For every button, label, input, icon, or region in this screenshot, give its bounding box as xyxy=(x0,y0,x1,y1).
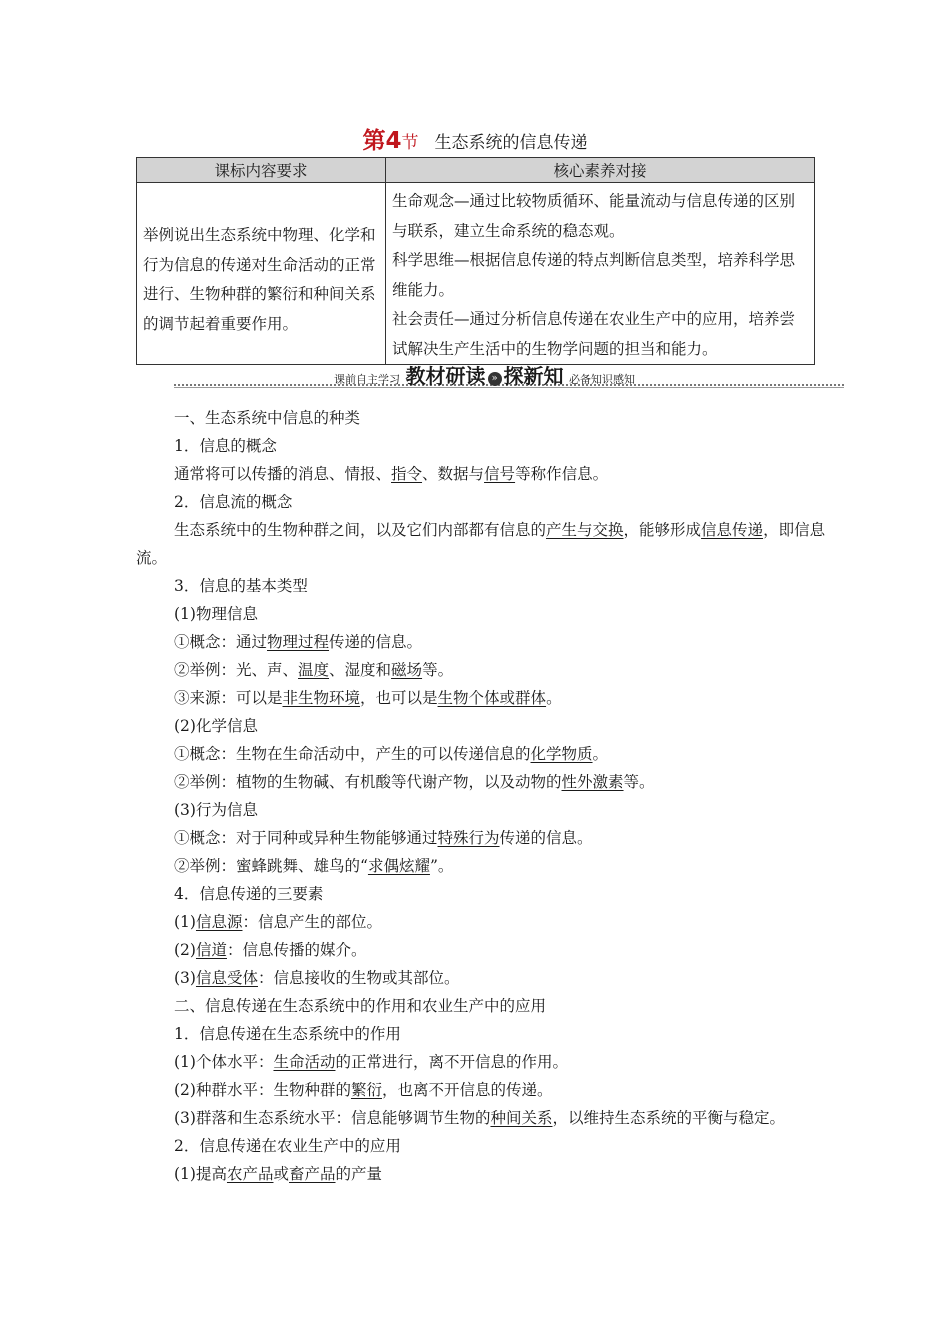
text-run: 等称作信息。 xyxy=(515,465,609,483)
body-content xyxy=(136,404,826,1188)
arrow-icon: » xyxy=(488,372,502,386)
key-term: 特殊行为 xyxy=(437,829,500,847)
key-term: 指令 xyxy=(391,465,423,483)
text-run: 。 xyxy=(592,745,609,763)
text-line xyxy=(136,600,826,628)
text-line xyxy=(136,768,826,796)
text-run: ③来源：可以是 xyxy=(174,689,283,707)
text-run: ”。 xyxy=(429,857,454,875)
key-term: 非生物环境 xyxy=(282,689,361,707)
text-line xyxy=(136,1132,826,1160)
key-term: 种间关系 xyxy=(490,1109,553,1127)
text-line xyxy=(136,1048,826,1076)
text-run: (1) xyxy=(174,913,196,931)
text-run: 的正常进行，离不开信息的作用。 xyxy=(335,1053,568,1071)
text-line xyxy=(136,488,826,516)
section-title xyxy=(0,122,950,155)
banner-title-1: 教材研读 xyxy=(405,364,486,388)
text-run: 2．信息传递在农业生产中的应用 xyxy=(174,1137,401,1155)
text-line xyxy=(136,908,826,936)
key-term: 化学物质 xyxy=(530,745,593,763)
literacy-cell xyxy=(386,183,815,365)
text-run: 1．信息的概念 xyxy=(174,437,277,455)
key-term: 畜产品 xyxy=(289,1165,336,1183)
text-line xyxy=(136,684,826,712)
text-run: (3)行为信息 xyxy=(174,801,258,819)
text-run: 一、生态系统中信息的种类 xyxy=(174,409,361,427)
banner-post: 必备知识感知 xyxy=(569,373,635,386)
key-term: 信道 xyxy=(195,941,227,959)
text-run: (2)种群水平：生物种群的 xyxy=(174,1081,351,1099)
text-run: ，以维持生态系统的平衡与稳定。 xyxy=(552,1109,785,1127)
text-line xyxy=(136,712,826,740)
text-line xyxy=(136,796,826,824)
key-term: 信息源 xyxy=(195,913,243,931)
literacy-item: 生命观念—通过比较物质循环、能量流动与信息传递的区别与联系，建立生命系统的稳态观。 xyxy=(392,192,796,240)
text-run: 通常将可以传播的消息、情报、 xyxy=(174,465,392,483)
text-run: 。 xyxy=(546,689,562,707)
text-run: ，即信息流。 xyxy=(136,521,826,567)
key-term: 信号 xyxy=(484,465,516,483)
text-line xyxy=(136,460,826,488)
text-run: (1)提高 xyxy=(174,1165,227,1183)
section-word: 节 xyxy=(401,133,419,153)
banner-pre: 课前自主学习 xyxy=(334,373,400,386)
text-run: 4．信息传递的三要素 xyxy=(174,885,324,903)
text-line xyxy=(136,1020,826,1048)
banner-title-2: 探新知 xyxy=(503,364,564,388)
text-run: ②举例：光、声、 xyxy=(174,661,299,679)
requirement-cell: 举例说出生态系统中物理、化学和行为信息的传递对生命活动的正常进行、生物种群的繁衍和种间关系的调节起着重要作用。 xyxy=(137,183,386,365)
text-run: ①概念：对于同种或异种生物能够通过 xyxy=(174,829,438,847)
text-run: 3．信息的基本类型 xyxy=(174,577,308,595)
text-line xyxy=(136,992,826,1020)
text-line xyxy=(136,880,826,908)
section-number: 第4 xyxy=(362,128,402,154)
text-run: 、湿度和 xyxy=(329,661,392,679)
text-run: 等。 xyxy=(422,661,454,679)
text-line xyxy=(136,572,826,600)
text-run: ：信息接收的生物或其部位。 xyxy=(257,969,460,987)
text-run: 二、信息传递在生态系统中的作用和农业生产中的应用 xyxy=(174,997,547,1015)
text-line xyxy=(136,656,826,684)
text-run: 1．信息传递在生态系统中的作用 xyxy=(174,1025,401,1043)
key-term: 性外激素 xyxy=(561,773,624,791)
text-run: ：信息产生的部位。 xyxy=(242,913,382,931)
key-term: 繁衍 xyxy=(350,1081,382,1099)
standards-col1-header: 课标内容要求 xyxy=(137,158,386,183)
section-banner xyxy=(174,360,844,388)
text-run: 、数据与 xyxy=(422,465,485,483)
text-run: (1)物理信息 xyxy=(174,605,258,623)
text-run: 生态系统中的生物种群之间，以及它们内部都有信息的 xyxy=(174,521,547,539)
text-run: 的产量 xyxy=(335,1165,383,1183)
key-term: 求偶炫耀 xyxy=(367,857,430,875)
key-term: 温度 xyxy=(298,661,330,679)
text-run: ，也离不开信息的传递。 xyxy=(381,1081,553,1099)
key-term: 物理过程 xyxy=(267,633,330,651)
key-term: 磁场 xyxy=(391,661,423,679)
text-line xyxy=(136,432,826,460)
section-title-text: 生态系统的信息传递 xyxy=(434,133,588,153)
text-run: 或 xyxy=(273,1165,289,1183)
text-run: 等。 xyxy=(623,773,655,791)
text-run: (3) xyxy=(174,969,196,987)
text-run: ②举例：蜜蜂跳舞、雄鸟的“ xyxy=(174,857,368,875)
key-term: 信息传递 xyxy=(701,521,764,539)
literacy-item: 科学思维—根据信息传递的特点判断信息类型，培养科学思维能力。 xyxy=(392,251,796,299)
key-term: 农产品 xyxy=(226,1165,274,1183)
banner-text xyxy=(334,360,635,389)
text-line xyxy=(136,852,826,880)
text-line xyxy=(136,824,826,852)
text-run: ：信息传播的媒介。 xyxy=(226,941,367,959)
text-run: (1)个体水平： xyxy=(174,1053,274,1071)
text-run: ②举例：植物的生物碱、有机酸等代谢产物，以及动物的 xyxy=(174,773,562,791)
text-line xyxy=(136,404,826,432)
text-run: (2)化学信息 xyxy=(174,717,258,735)
text-run: ，能够形成 xyxy=(623,521,702,539)
standards-table xyxy=(136,157,815,365)
text-run: 2．信息流的概念 xyxy=(174,493,293,511)
text-run: (2) xyxy=(174,941,196,959)
text-line xyxy=(136,1076,826,1104)
text-run: 传递的信息。 xyxy=(499,829,593,847)
key-term: 生命活动 xyxy=(273,1053,336,1071)
text-line xyxy=(136,1104,826,1132)
key-term: 生物个体或群体 xyxy=(437,689,547,707)
text-line xyxy=(136,516,826,572)
text-line xyxy=(136,740,826,768)
literacy-item: 社会责任—通过分析信息传递在农业生产中的应用，培养尝试解决生产生活中的生物学问题的担当和能力。 xyxy=(392,310,796,358)
text-line xyxy=(136,964,826,992)
text-line xyxy=(136,1160,826,1188)
text-run: ①概念：生物在生命活动中，产生的可以传递信息的 xyxy=(174,745,531,763)
text-line xyxy=(136,936,826,964)
text-run: ，也可以是 xyxy=(360,689,438,707)
key-term: 信息受体 xyxy=(195,969,258,987)
standards-col2-header: 核心素养对接 xyxy=(386,158,815,183)
text-run: (3)群落和生态系统水平：信息能够调节生物的 xyxy=(174,1109,491,1127)
text-run: 传递的信息。 xyxy=(329,633,423,651)
text-run: ①概念：通过 xyxy=(174,633,268,651)
key-term: 产生与交换 xyxy=(546,521,624,539)
text-line xyxy=(136,628,826,656)
